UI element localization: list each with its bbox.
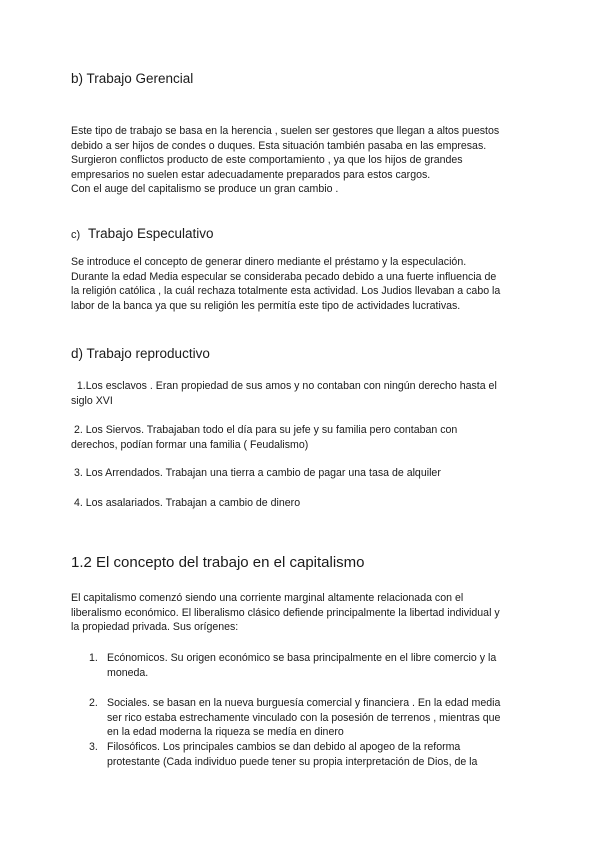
text-line: Este tipo de trabajo se basa en la herencia , suelen ser gestores que llegan a altos puestos	[71, 125, 500, 137]
text-line: labor de la banca ya que su religión les permitía este tipo de actividades lucrativas.	[71, 299, 461, 312]
text-line: Surgieron conflictos producto de este comportamiento , ya que los hijos de grandes	[71, 154, 463, 167]
text-line: 3. Los Arrendados. Trabajan una tierra a cambio de pagar una tasa de alquiler	[71, 467, 441, 479]
text-line: empresarios no suelen estar adecuadamente preparados para estos cargos.	[71, 168, 431, 181]
text-line: moneda.	[107, 666, 149, 679]
text-line: ser rico estaba estrechamente vinculado con la posesión de terrenos , mientras que	[107, 711, 501, 724]
list-number: 3.	[89, 741, 98, 753]
text-line: derechos, podían formar una familia ( Feudalismo)	[71, 438, 309, 451]
text-line: Se introduce el concepto de generar dinero mediante el préstamo y la especulación.	[71, 256, 467, 268]
list-number: 1.	[89, 652, 98, 664]
text-line: 1.Los esclavos . Eran propiedad de sus amos y no contaban con ningún derecho hasta el	[71, 380, 497, 392]
text-line: Con el auge del capitalismo se produce un gran cambio .	[71, 183, 339, 196]
heading-text: Trabajo Especulativo	[87, 226, 214, 241]
text-line: 4. Los asalariados. Trabajan a cambio de dinero	[71, 497, 301, 509]
text-line: siglo XVI	[71, 394, 113, 407]
text-line: en la edad moderna la riqueza se medía en dinero	[107, 726, 344, 739]
list-number: 2.	[89, 697, 98, 709]
text-line: la religión católica , la cuál rechaza totalmente esta actividad. Los Judios llevaban a cabo la	[71, 285, 501, 298]
list-item	[71, 423, 551, 452]
heading-trabajo-especulativo	[71, 226, 214, 241]
text-line: la propiedad privada. Sus orígenes:	[71, 621, 239, 634]
heading-trabajo-gerencial: b) Trabajo Gerencial	[71, 71, 194, 86]
text-line: debido a ser hijos de condes o duques. Esta situación también pasaba en las empresas.	[71, 139, 487, 152]
paragraph-capitalismo	[71, 591, 541, 635]
heading-trabajo-reproductivo: d) Trabajo reproductivo	[71, 346, 210, 361]
text-line: 2. Los Siervos. Trabajaban todo el día para su jefe y su familia pero contaban con	[71, 424, 458, 436]
list-item	[71, 496, 551, 511]
text-line: Ecónomicos. Su origen económico se basa principalmente en el libre comercio y la	[107, 652, 497, 664]
paragraph-trabajo-especulativo	[71, 255, 541, 313]
text-line: protestante (Cada individuo puede tener su propia interpretación de Dios, de la	[107, 755, 478, 768]
heading-concepto-capitalismo: 1.2 El concepto del trabajo en el capitalismo	[71, 554, 365, 571]
list-item	[71, 379, 551, 408]
list-item	[71, 466, 551, 481]
text-line: El capitalismo comenzó siendo una corriente marginal altamente relacionada con el	[71, 592, 464, 604]
paragraph-trabajo-gerencial	[71, 124, 541, 197]
text-line: Durante la edad Media especular se consideraba pecado debido a una fuerte influencia de	[71, 270, 497, 283]
text-line: Sociales. se basan en la nueva burguesía comercial y financiera . En la edad media	[107, 697, 501, 709]
text-line: Filosóficos. Los principales cambios se dan debido al apogeo de la reforma	[107, 741, 461, 753]
text-line: liberalismo económico. El liberalismo clásico defiende principalmente la libertad individual y	[71, 606, 500, 619]
heading-prefix: c)	[71, 229, 81, 241]
